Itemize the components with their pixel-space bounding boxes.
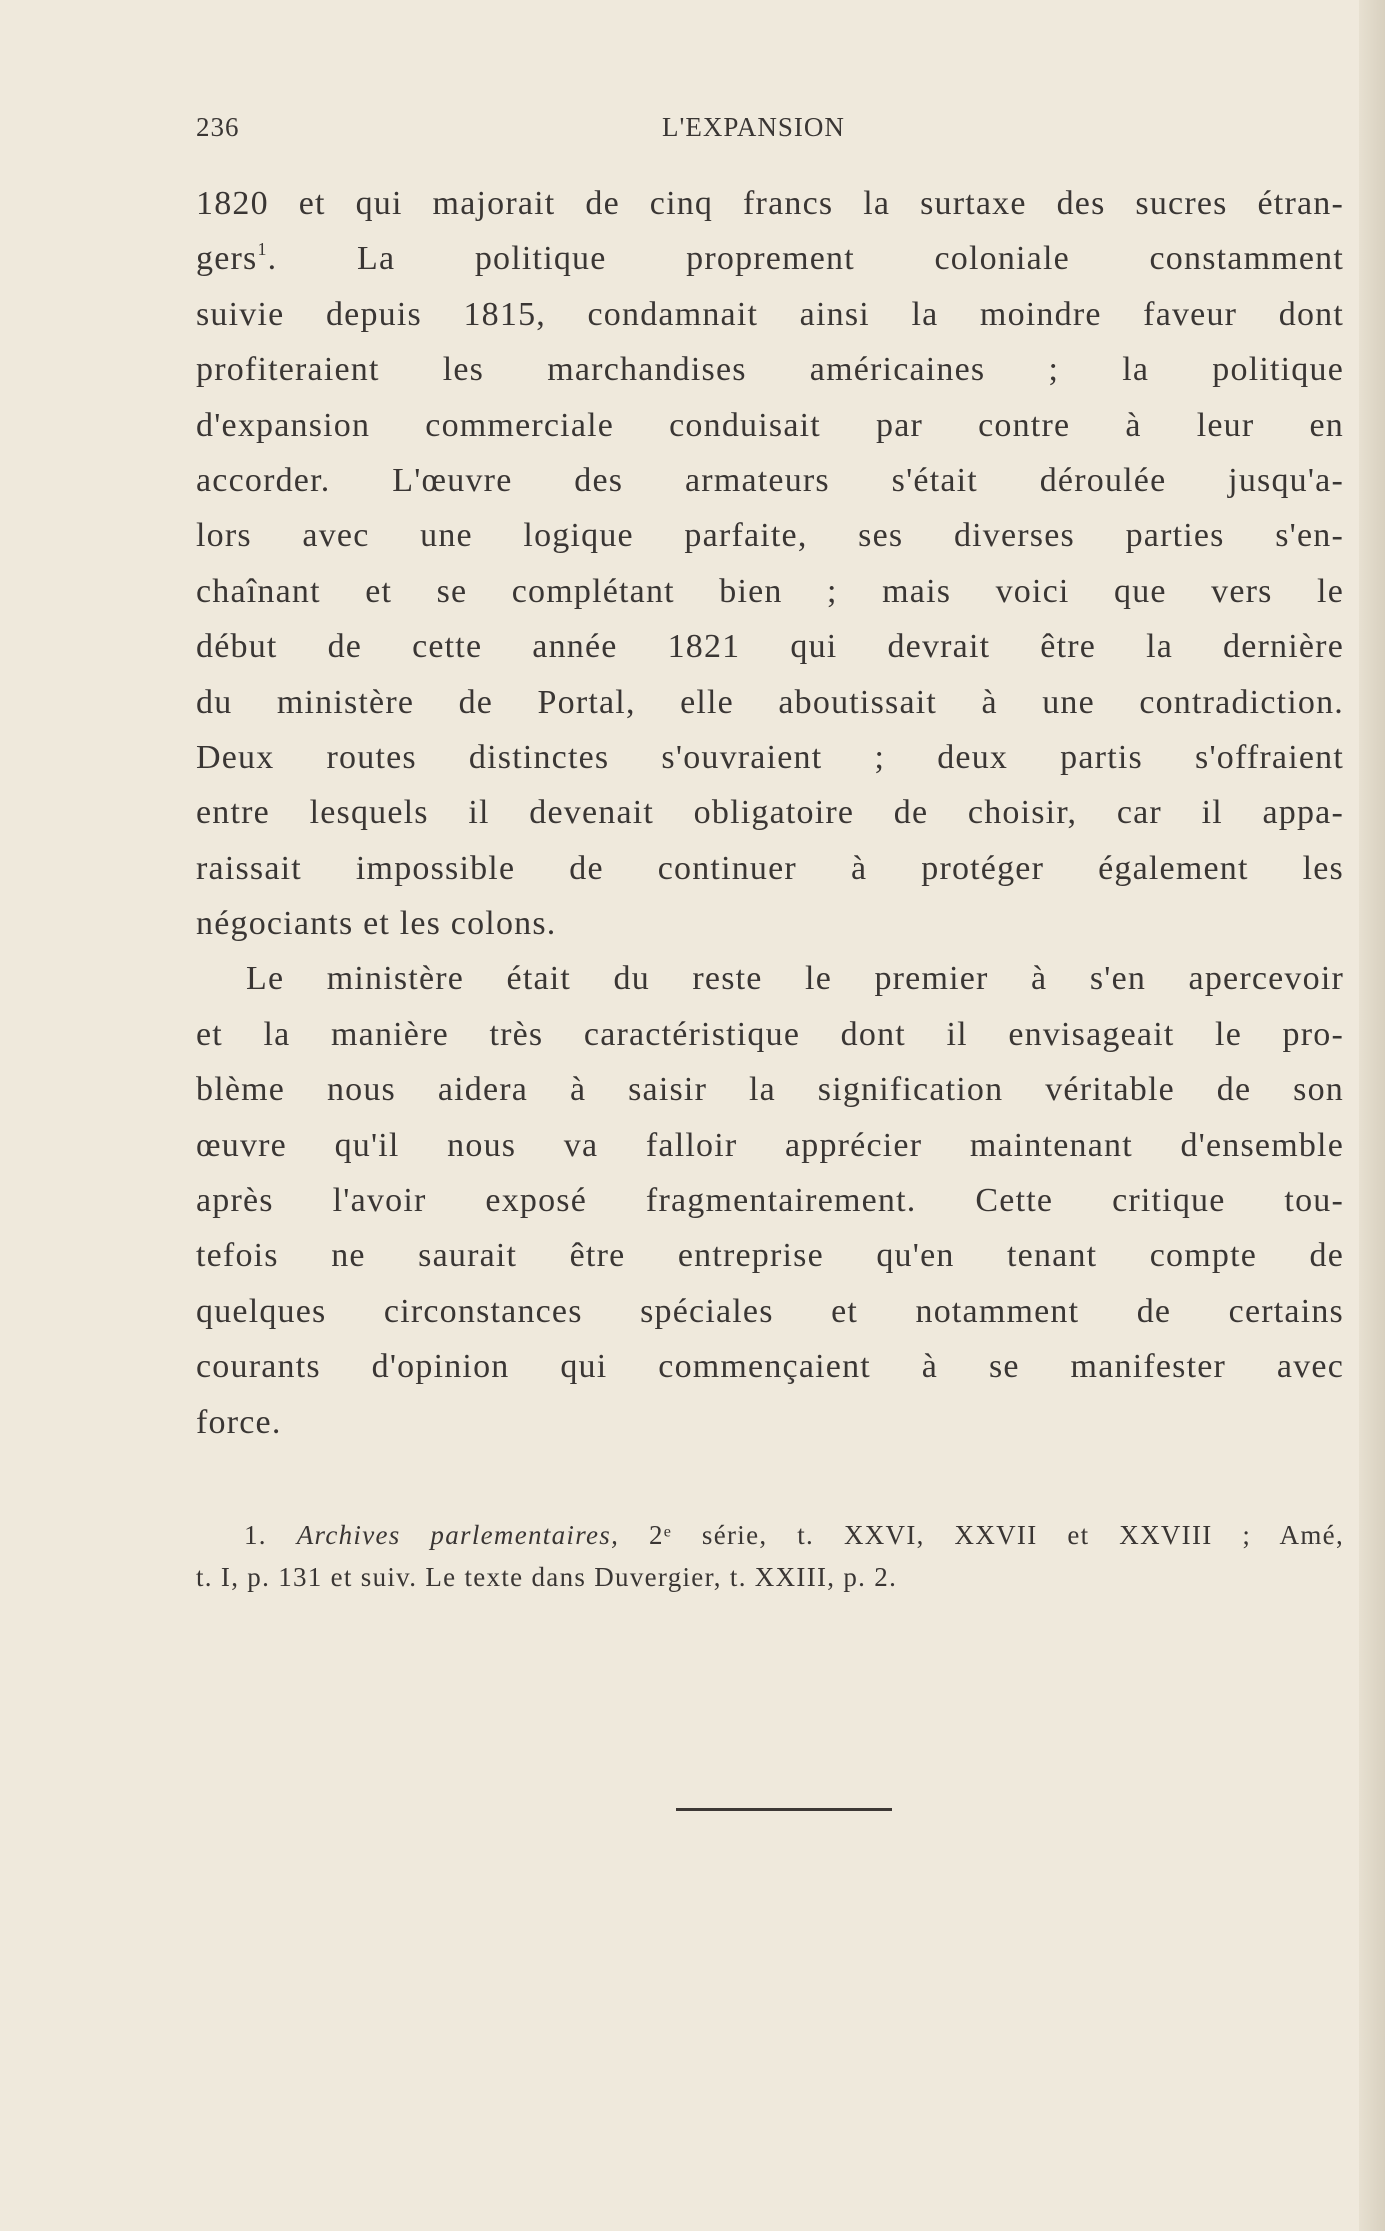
text-line: gers$^1$. La politique proprement coloniale constamment: [196, 239, 1345, 278]
text-line: après l'avoir exposé fragmentairement. Cette critique tou-: [196, 1182, 1344, 1220]
page-number: 236: [196, 112, 240, 142]
text-line: tefois ne saurait être entreprise qu'en tenant compte de: [196, 1237, 1344, 1275]
text-line: 1820 et qui majorait de cinq francs la surtaxe des sucres étran-: [196, 185, 1344, 222]
text-line: du ministère de Portal, elle aboutissait à une contradiction.: [196, 683, 1344, 721]
footnote-marker: 1: [257, 239, 268, 260]
footnote-line: t. I, p. 131 et suiv. Le texte dans Duvergier, t. XXIII, p. 2.: [196, 1562, 898, 1592]
text-line: accorder. L'œuvre des armateurs s'était déroulée jusqu'a-: [196, 461, 1344, 499]
running-header: [196, 112, 876, 152]
end-rule: [676, 1808, 892, 1811]
text-line: entre lesquels il devenait obligatoire de choisir, car il appa-: [196, 794, 1344, 832]
text-line: et la manière très caractéristique dont il envisageait le pro-: [196, 1015, 1344, 1053]
text-line: début de cette année 1821 qui devrait être la dernière: [196, 628, 1344, 666]
text-line: raissait impossible de continuer à protéger également les: [196, 849, 1344, 887]
text-line: d'expansion commerciale conduisait par contre à leur en: [196, 406, 1344, 444]
body-text: [196, 176, 1344, 1450]
text-line: courants d'opinion qui commençaient à se manifester avec: [196, 1348, 1344, 1386]
running-title: L'EXPANSION: [662, 112, 845, 142]
text-line: suivie depuis 1815, condamnait ainsi la moindre faveur dont: [196, 295, 1344, 333]
footnote-text: 2ᵉ série, t. XXVI, XXVII et XXVIII ; Amé,: [649, 1520, 1344, 1550]
text-line: négociants et les colons.: [196, 905, 557, 943]
footnote-source-title: Archives parlementaires,: [296, 1520, 620, 1550]
footnote-number: 1.: [244, 1520, 267, 1550]
text-line-rest: La politique proprement coloniale constamment: [356, 240, 1345, 278]
text-line: œuvre qu'il nous va falloir apprécier maintenant d'ensemble: [196, 1126, 1344, 1164]
text-line: lors avec une logique parfaite, ses diverses parties s'en-: [196, 517, 1344, 555]
page-edge: [1359, 0, 1385, 2231]
text-line: Deux routes distinctes s'ouvraient ; deux partis s'offraient: [196, 738, 1344, 776]
text-line-prefix: gers: [196, 240, 258, 278]
text-line: profiteraient les marchandises américaines ; la politique: [196, 351, 1344, 389]
text-line: blème nous aidera à saisir la signification véritable de son: [196, 1071, 1344, 1109]
text-line: Le ministère était du reste le premier à s'en apercevoir: [246, 960, 1344, 998]
text-line: force.: [196, 1403, 282, 1441]
text-line: chaînant et se complétant bien ; mais voici que vers le: [196, 572, 1344, 610]
text-line: quelques circonstances spéciales et notamment de certains: [196, 1292, 1344, 1330]
footnote: [196, 1514, 1344, 1598]
footnote-line: [196, 1514, 1344, 1556]
